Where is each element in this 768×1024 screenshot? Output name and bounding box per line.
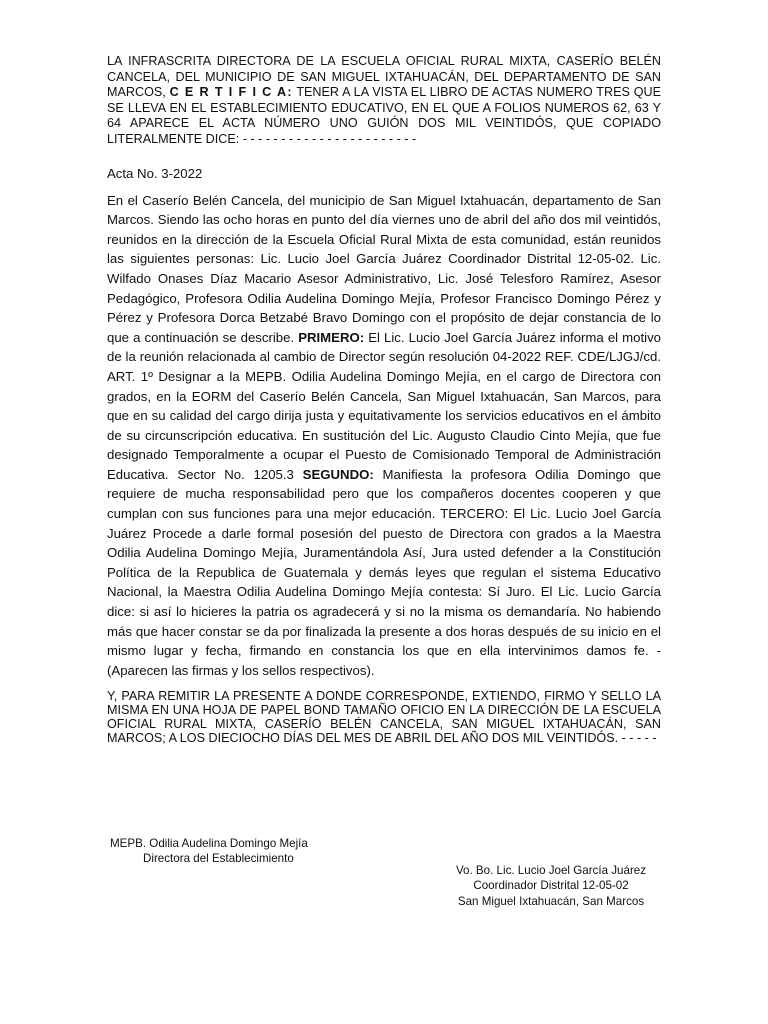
acta-body (107, 191, 661, 681)
acta-paragraph-1: En el Caserío Belén Cancela, del municipio de San Miguel Ixtahuacán, departamento de San Marcos. Siendo las ocho horas en punto del día viernes uno de abril del año dos mil veintidós, reunidos en la dirección de la Escuela Oficial Rural Mixta de esta comunidad, están reunidos las siguientes personas: Lic. Lucio Joel García Juárez Coordinador Distrital 12-05-02. Lic. Wilfado Onases Díaz Macario Asesor Administrativo, Lic. José Telesforo Ramírez, Asesor Pedagógico, Profesora Odilia Audelina Domingo Mejía, Profesor Francisco Domingo Pérez y Pérez y Profesora Dorca Betzabé Bravo Domingo con el propósito de dejar constancia de lo que a continuación se describe. (107, 192, 661, 345)
acta-paragraph-2: El Lic. Lucio Joel García Juárez informa el motivo de la reunión relacionada al cambio de Director según resolución 04-2022 REF. CDE/LJGJ/cd. ART. 1º Designar a la MEPB. Odilia Audelina Domingo Mejía, en el cargo de Directora con grados, en la EORM del Caserío Belén Cancela, San Miguel Ixtahuacán, San Marcos, para que en su calidad del cargo dirija justa y equitativamente los servicios educativos en el ámbito de su circunscripción educativa. En sustitución del Lic. Augusto Claudio Cinto Mejía, que fue designado Temporalmente a ocupar el Puesto de Comisionado Temporal de Administración Educativa. Sector No. 1205.3 (107, 329, 661, 482)
director-name: MEPB. Odilia Audelina Domingo Mejía (110, 837, 308, 850)
intro-text-1: LA INFRASCRITA DIRECTORA DE LA ESCUELA OFICIAL RURAL MIXTA, CASERÍO BELÉN CANCELA, DEL MUNICIPIO DE SAN MIGUEL IXTAHUACÁN, DEL DEPARTAMENTO DE SAN MARCOS, (107, 54, 661, 100)
signature-coordinator (440, 863, 662, 909)
document-page (107, 54, 661, 746)
certifica-label: C E R T I F I C A: (169, 85, 293, 100)
coordinator-location: San Miguel Ixtahuacán, San Marcos (457, 894, 645, 908)
coordinator-role: Coordinador Distrital 12-05-02 (473, 879, 629, 893)
director-role: Directora del Establecimiento (143, 852, 294, 866)
closing-statement: Y, PARA REMITIR LA PRESENTE A DONDE CORRESPONDE, EXTIENDO, FIRMO Y SELLO LA MISMA EN UNA HOJA DE PAPEL BOND TAMAÑO OFICIO EN LA DIRECCIÓN DE LA ESCUELA OFICIAL RURAL MIXTA, CASERÍO BELÉN CANCELA, SAN MIGUEL IXTAHUACÁN, SAN MARCOS; A LOS DIECIOCHO DÍAS DEL MES DE ABRIL DEL AÑO DOS MIL VEINTIDÓS. - - - - - (107, 689, 661, 745)
acta-paragraph-3: Manifiesta la profesora Odilia Domingo que requiere de mucha responsabilidad pero que los compañeros docentes cooperen y que cumplan con sus funciones para una mejor educación. TERCERO: El Lic. Lucio Joel García Juárez Procede a darle formal posesión del puesto de Directora con grados a la Maestra Odilia Audelina Domingo Mejía, Juramentándola Así, Jura usted defender a la Constitución Política de la Republica de Guatemala y demás leyes que regulan el sistema Educativo Nacional, la Maestra Odilia Audelina Domingo Mejía contesta: Sí Juro. El Lic. Lucio García dice: si así lo hicieres la patria os agradecerá y si no la misma os demandaría. No habiendo más que hacer constar se da por finalizada la presente a dos horas después de su inicio en el mismo lugar y fecha, firmando en constancia los que en ella intervinimos damos fe. - (Aparecen las firmas y los sellos respectivos). (107, 466, 661, 678)
segundo-label: SEGUNDO: (302, 466, 374, 482)
intro-text-2: TENER A LA VISTA EL LIBRO DE ACTAS NUMERO TRES QUE SE LLEVA EN EL ESTABLECIMIENTO EDUCATIVO, EN EL QUE A FOLIOS NUMEROS 62, 63 Y 64 APARECE EL ACTA NÚMERO UNO GUIÓN DOS MIL VEINTIDÓS, QUE COPIADO LITERALMENTE DICE: - - - - - - - - - - - - - - - - - - - - - - - (107, 85, 661, 146)
acta-title: Acta No. 3-2022 (107, 165, 203, 181)
coordinator-name: Vo. Bo. Lic. Lucio Joel García Juárez (455, 864, 647, 877)
primero-label: PRIMERO: (298, 329, 365, 345)
certification-intro (107, 54, 661, 148)
signature-director (110, 836, 308, 867)
